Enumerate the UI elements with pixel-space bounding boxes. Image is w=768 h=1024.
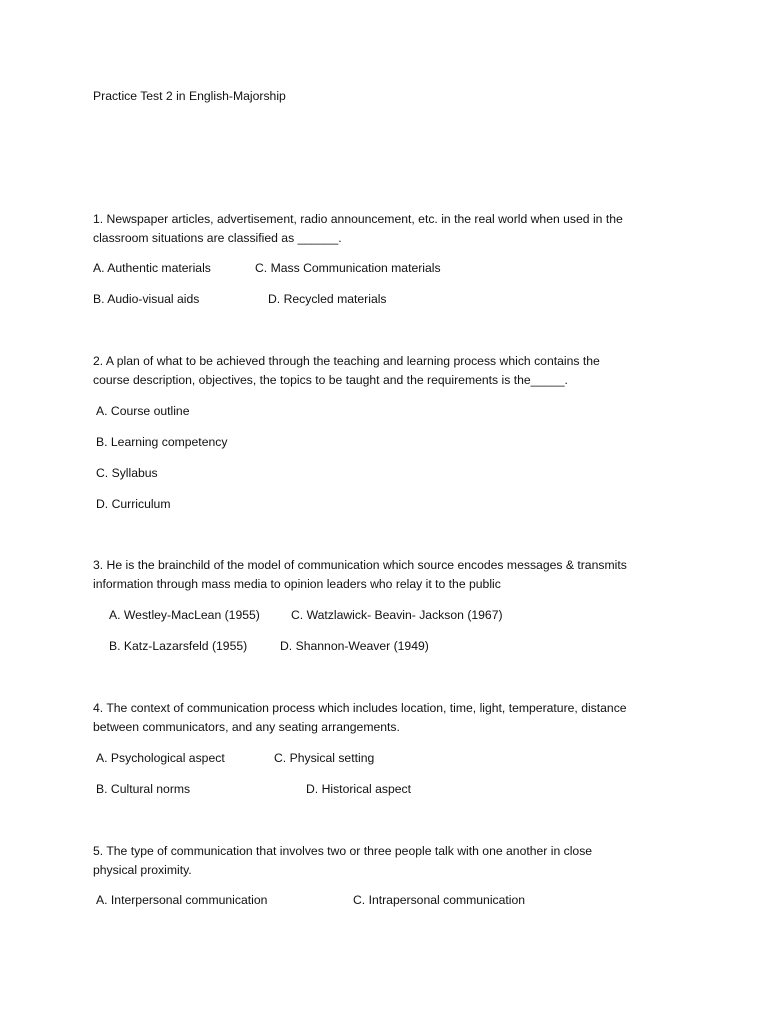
answer-option: B. Cultural norms	[96, 782, 191, 796]
question-stem-line: 4. The context of communication process which includes location, time, light, temperature, distance	[93, 701, 627, 715]
question-stem-line: 5. The type of communication that involves two or three people talk with one another in close	[93, 844, 593, 858]
answer-option: C. Mass Communication materials	[255, 261, 441, 275]
question-stem-line: 3. He is the brainchild of the model of communication which source encodes messages & transmits	[93, 558, 627, 572]
answer-option: D. Shannon-Weaver (1949)	[280, 639, 429, 653]
answer-option: A. Authentic materials	[93, 261, 211, 275]
answer-option: C. Intrapersonal communication	[353, 893, 526, 907]
answer-option: A. Interpersonal communication	[96, 893, 268, 907]
question-stem-line: 2. A plan of what to be achieved through the teaching and learning process which contains the	[93, 354, 600, 368]
answer-option: B. Katz-Lazarsfeld (1955)	[109, 639, 248, 653]
answer-option: B. Audio-visual aids	[93, 292, 200, 306]
answer-option: C. Syllabus	[96, 466, 158, 480]
answer-option: D. Historical aspect	[306, 782, 411, 796]
question-stem-line: course description, objectives, the topics to be taught and the requirements is the_____.	[93, 373, 568, 387]
question-stem-line: classroom situations are classified as ______.	[93, 231, 342, 245]
answer-option: A. Psychological aspect	[96, 751, 225, 765]
answer-option: A. Westley-MacLean (1955)	[109, 608, 260, 622]
answer-option: C. Watzlawick- Beavin- Jackson (1967)	[291, 608, 503, 622]
answer-option: A. Course outline	[96, 404, 190, 418]
answer-option: D. Recycled materials	[268, 292, 387, 306]
question-stem-line: information through mass media to opinion leaders who relay it to the public	[93, 577, 501, 591]
question-stem-line: 1. Newspaper articles, advertisement, radio announcement, etc. in the real world when used in the	[93, 212, 623, 226]
question-stem-line: physical proximity.	[93, 863, 192, 877]
answer-option: C. Physical setting	[274, 751, 375, 765]
answer-option: D. Curriculum	[96, 497, 171, 511]
document-title: Practice Test 2 in English-Majorship	[93, 89, 286, 103]
question-stem-line: between communicators, and any seating arrangements.	[93, 720, 400, 734]
answer-option: B. Learning competency	[96, 435, 228, 449]
